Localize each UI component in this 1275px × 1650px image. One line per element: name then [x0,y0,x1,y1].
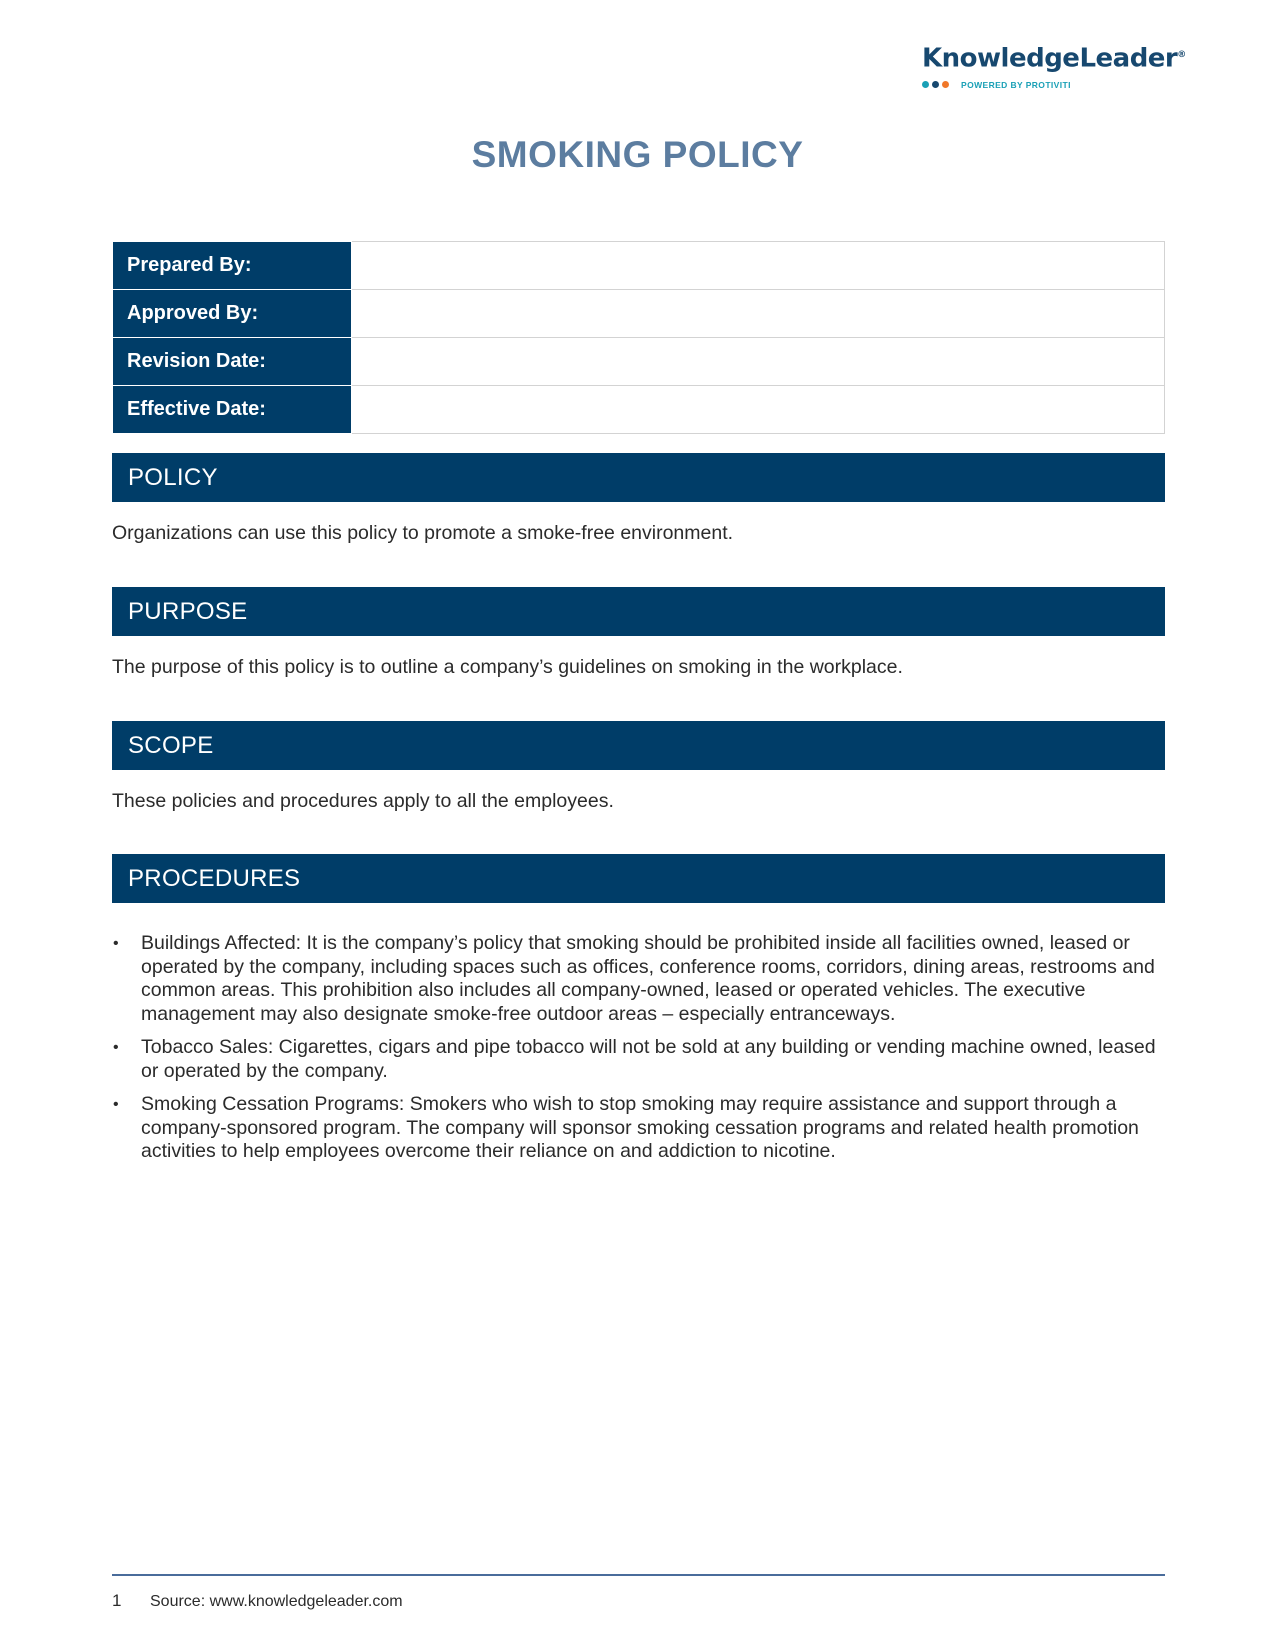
info-value-field[interactable] [352,386,1165,434]
info-row [113,338,1165,386]
policy-heading-text: POLICY [128,463,218,491]
page-number: 1 [112,1591,122,1610]
logo-dot-navy [932,81,939,88]
procedure-item-text: Tobacco Sales: Cigarettes, cigars and pipe tobacco will not be sold at any building or vending machine owned, leased or operated by the company. [141,1036,1156,1082]
purpose-section [112,587,1165,679]
purpose-text: The purpose of this policy is to outline a company’s guidelines on smoking in the workplace. [112,656,903,678]
procedure-item-text: Buildings Affected: It is the company’s policy that smoking should be prohibited inside all facilities owned, leased or operated by the company, including spaces such as offices, conference rooms, corridors, dining areas, restrooms and common areas. This prohibition also includes all company-owned, leased or operated vehicles. The executive management may also designate smoke-free outdoor areas – especially entranceways. [141,932,1155,1025]
bullet-icon: • [113,1039,119,1056]
page-title: SMOKING POLICY [471,134,804,175]
procedure-item [112,932,1165,1026]
procedure-item [112,1036,1165,1083]
info-label: Prepared By: [113,242,352,290]
bullet-icon: • [113,1096,119,1113]
procedure-item [112,1093,1165,1164]
procedure-item-text: Smoking Cessation Programs: Smokers who wish to stop smoking may require assistance and support through a company-sponsored program. The company will sponsor smoking cessation programs and related health promotion activities to help employees overcome their reliance on and addiction to nicotine. [141,1093,1139,1162]
page-footer [112,1591,403,1611]
procedures-section [112,854,1165,1174]
purpose-heading [112,587,1165,636]
scope-section [112,721,1165,813]
info-value-field[interactable] [352,338,1165,386]
purpose-heading-text: PURPOSE [128,597,248,625]
scope-heading [112,721,1165,770]
info-value-field[interactable] [352,242,1165,290]
info-label: Revision Date: [113,338,352,386]
procedures-list [112,932,1165,1164]
logo-dot-teal [922,81,929,88]
info-value-field[interactable] [352,290,1165,338]
footer-source: Source: www.knowledgeleader.com [150,1593,403,1610]
document-info-table [112,241,1165,434]
logo-tagline: POWERED BY PROTIVITI [961,79,1071,90]
info-label: Effective Date: [113,386,352,434]
info-label: Approved By: [113,290,352,338]
logo-dot-orange [942,81,949,88]
procedures-heading-text: PROCEDURES [128,864,301,892]
knowledgeleader-logo [922,40,1186,96]
info-row [113,242,1165,290]
bullet-icon: • [113,935,119,952]
logo-wordmark: KnowledgeLeader [922,43,1178,74]
policy-text: Organizations can use this policy to promote a smoke-free environment. [112,522,734,544]
logo-dots-icon [922,81,949,88]
scope-heading-text: SCOPE [128,731,214,759]
info-row [113,386,1165,434]
policy-section [112,453,1165,545]
procedures-heading [112,854,1165,903]
logo-registered-mark: ® [1177,50,1186,60]
policy-heading [112,453,1165,502]
footer-divider [112,1574,1165,1576]
scope-text: These policies and procedures apply to all the employees. [112,790,614,812]
info-row [113,290,1165,338]
